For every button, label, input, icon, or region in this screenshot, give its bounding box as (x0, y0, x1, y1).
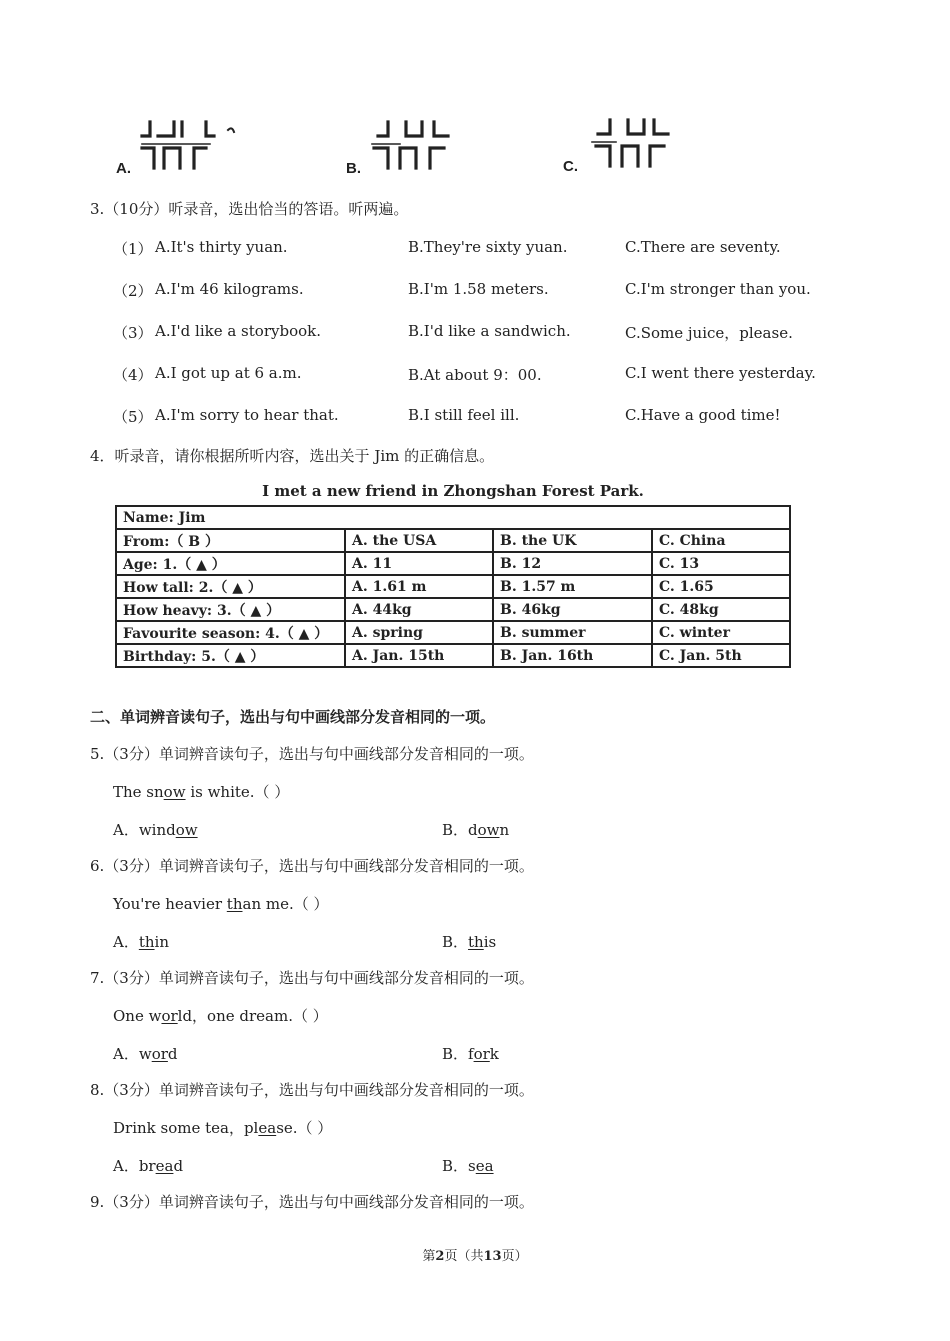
option-b-symbols-image (370, 118, 460, 184)
q7-sentence (113, 1005, 328, 1026)
table-row (116, 644, 790, 667)
cell-option-c: C. winter (652, 621, 790, 644)
cell-option-b: B. 12 (493, 552, 652, 575)
underlined-part: ow (163, 783, 186, 801)
option-text: d (173, 1157, 184, 1175)
row-label: Favourite season: 4.（ ▲ ） (116, 621, 345, 644)
cell-option-b: B. summer (493, 621, 652, 644)
table-row (116, 552, 790, 575)
underlined-part: ea (155, 1157, 174, 1175)
underlined-part: ow (175, 821, 198, 839)
footer-text: 页（共 (444, 1249, 484, 1264)
option-text: is (483, 933, 497, 951)
q8-option-a[interactable] (113, 1155, 183, 1176)
q3-row-4-option-c: C.I went there yesterday. (625, 364, 816, 382)
option-text: B．d (442, 821, 478, 839)
option-text: A． (113, 933, 139, 951)
q5-sentence (113, 781, 289, 802)
page-number: 2 (435, 1249, 445, 1264)
q3-row-2-option-a: A.I'm 46 kilograms. (155, 280, 304, 298)
section-2-title: 二、单词辨音读句子，选出与句中画线部分发音相同的一项。 (90, 708, 496, 726)
cell-option-c: C. 13 (652, 552, 790, 575)
option-c-label: C. (563, 158, 578, 175)
q3-row-2-num: （2） (113, 282, 153, 300)
option-text: in (154, 933, 170, 951)
cell-option-c: C. 1.65 (652, 575, 790, 598)
q5-header: 5.（3分）单词辨音读句子，选出与句中画线部分发音相同的一项。 (90, 745, 534, 763)
q3-row-2-option-c: C.I'm stronger than you. (625, 280, 811, 298)
q6-option-a[interactable] (113, 931, 169, 952)
q3-row-3-num: （3） (113, 324, 153, 342)
q3-header: 3.（10分）听录音，选出恰当的答语。听两遍。 (90, 200, 409, 218)
q3-row-4-option-a: A.I got up at 6 a.m. (155, 364, 302, 382)
cell-option-b: B. the UK (493, 529, 652, 552)
option-b-label: B. (346, 160, 361, 177)
option-c-symbols-image (590, 116, 680, 182)
underlined-part: th (138, 933, 155, 951)
row-label: Age: 1.（ ▲ ） (116, 552, 345, 575)
row-label: From:（ B ） (116, 529, 345, 552)
q3-row-4-num: （4） (113, 366, 153, 384)
cell-option-c: C. 48kg (652, 598, 790, 621)
row-label: How tall: 2.（ ▲ ） (116, 575, 345, 598)
row-label: Birthday: 5.（ ▲ ） (116, 644, 345, 667)
table-row (116, 598, 790, 621)
q6-sentence (113, 893, 329, 914)
q3-row-3-option-b: B.I'd like a sandwich. (408, 322, 571, 340)
underlined-part: or (161, 1007, 178, 1025)
underlined-part: ea (258, 1119, 277, 1137)
sentence-text: One w (113, 1007, 162, 1025)
sentence-text: ld，one dream.（ ） (177, 1007, 328, 1025)
underlined-part: ow (477, 821, 500, 839)
cell-option-b: B. 1.57 m (493, 575, 652, 598)
option-text: B．s (442, 1157, 476, 1175)
q3-row-5-num: （5） (113, 408, 153, 426)
q3-row-5-option-a: A.I'm sorry to hear that. (155, 406, 339, 424)
name-cell: Name: Jim (116, 506, 790, 529)
cell-option-b: B. Jan. 16th (493, 644, 652, 667)
q8-header: 8.（3分）单词辨音读句子，选出与句中画线部分发音相同的一项。 (90, 1081, 534, 1099)
underlined-part: or (473, 1045, 490, 1063)
footer-text: 第 (422, 1249, 436, 1264)
q8-option-b[interactable] (442, 1155, 494, 1176)
sentence-text: is white.（ ） (185, 783, 290, 801)
q3-row-3-option-a: A.I'd like a storybook. (155, 322, 321, 340)
cell-option-a: A. 44kg (345, 598, 493, 621)
page-footer (0, 1245, 950, 1264)
sentence-text: You're heavier (113, 895, 227, 913)
q9-header: 9.（3分）单词辨音读句子，选出与句中画线部分发音相同的一项。 (90, 1193, 534, 1211)
q3-row-2-option-b: B.I'm 1.58 meters. (408, 280, 549, 298)
sentence-text: se.（ ） (276, 1119, 333, 1137)
underlined-part: ea (475, 1157, 494, 1175)
jim-info-table (115, 505, 791, 668)
option-text: B． (442, 933, 469, 951)
q3-row-1-num: （1） (113, 240, 153, 258)
q8-sentence (113, 1117, 332, 1138)
sentence-text: Drink some tea，pl (113, 1119, 259, 1137)
table-row (116, 621, 790, 644)
option-text: A．w (113, 1045, 152, 1063)
q7-option-a[interactable] (113, 1043, 178, 1064)
q3-row-1-option-c: C.There are seventy. (625, 238, 781, 256)
q4-header: 4．听录音，请你根据所听内容，选出关于 Jim 的正确信息。 (90, 447, 495, 465)
row-label: How heavy: 3.（ ▲ ） (116, 598, 345, 621)
option-text: k (489, 1045, 499, 1063)
option-text: d (167, 1045, 178, 1063)
sentence-text: an me.（ ） (242, 895, 329, 913)
cell-option-c: C. China (652, 529, 790, 552)
q6-option-b[interactable] (442, 931, 496, 952)
sentence-text: The sn (113, 783, 164, 801)
cell-option-a: A. the USA (345, 529, 493, 552)
q7-option-b[interactable] (442, 1043, 499, 1064)
q3-row-3-option-c: C.Some juice，please. (625, 324, 793, 342)
option-text: B．f (442, 1045, 474, 1063)
option-text: A．wind (113, 821, 176, 839)
q3-row-1-option-a: A.It's thirty yuan. (155, 238, 288, 256)
q3-row-5-option-b: B.I still feel ill. (408, 406, 520, 424)
q5-option-b[interactable] (442, 819, 509, 840)
table-row (116, 529, 790, 552)
cell-option-a: A. spring (345, 621, 493, 644)
underlined-part: th (226, 895, 243, 913)
option-text: A．br (113, 1157, 156, 1175)
option-text: n (499, 821, 510, 839)
option-a-symbols-image (140, 118, 250, 184)
cell-option-a: A. 11 (345, 552, 493, 575)
cell-option-c: C. Jan. 5th (652, 644, 790, 667)
cell-option-a: A. 1.61 m (345, 575, 493, 598)
option-a-label: A. (116, 160, 131, 177)
q3-row-4-option-b: B.At about 9：00. (408, 366, 542, 384)
underlined-part: or (151, 1045, 168, 1063)
underlined-part: th (468, 933, 484, 951)
cell-option-b: B. 46kg (493, 598, 652, 621)
q3-row-1-option-b: B.They're sixty yuan. (408, 238, 568, 256)
table-row (116, 506, 790, 529)
cell-option-a: A. Jan. 15th (345, 644, 493, 667)
table-row (116, 575, 790, 598)
q4-table-title: I met a new friend in Zhongshan Forest Park. (262, 482, 644, 500)
total-pages: 13 (483, 1249, 502, 1264)
q5-option-a[interactable] (113, 819, 198, 840)
footer-text: 页） (501, 1249, 528, 1264)
q6-header: 6.（3分）单词辨音读句子，选出与句中画线部分发音相同的一项。 (90, 857, 534, 875)
q7-header: 7.（3分）单词辨音读句子，选出与句中画线部分发音相同的一项。 (90, 969, 534, 987)
q3-row-5-option-c: C.Have a good time! (625, 406, 781, 424)
